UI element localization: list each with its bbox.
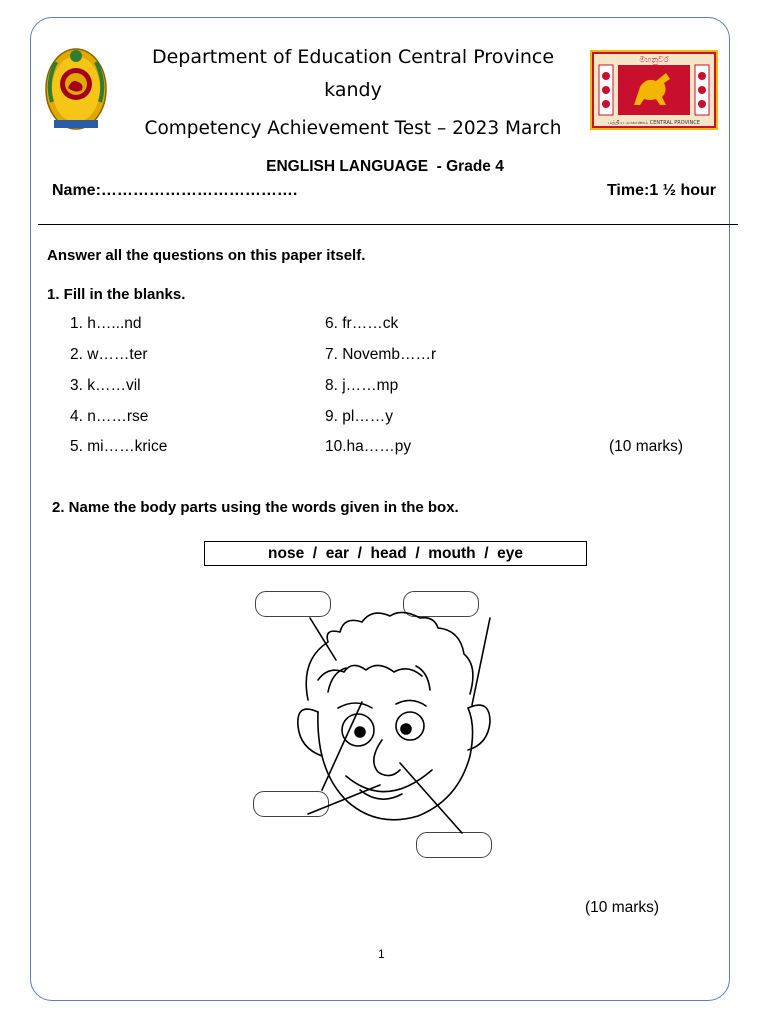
pointer-line-ear [472,618,490,705]
blank-item: 9. pl……y [325,408,394,425]
subject-grade: ENGLISH LANGUAGE - Grade 4 [266,158,504,175]
time-allowed: Time:1 ½ hour [606,182,716,199]
blank-item: 2. w……ter [70,346,148,363]
name-field: Name:………………………………. [52,182,298,199]
department-title: Department of Education Central Province [151,46,555,68]
question-2-marks: (10 marks) [585,899,660,916]
page-number: 1 [378,947,385,961]
blank-item: 10.ha……py [325,438,412,455]
flag-top-text: මහනුවර [639,55,669,64]
header-divider [38,224,738,225]
question-1-marks: (10 marks) [609,438,684,455]
test-title: Competency Achievement Test – 2023 March [144,118,562,139]
blank-item: 6. fr……ck [325,315,399,332]
word-box: nose / ear / head / mouth / eye [204,541,587,566]
blank-item: 3. k……vil [70,377,141,394]
instructions: Answer all the questions on this paper itself. [47,247,366,264]
blank-item: 8. j……mp [325,377,399,394]
department-city: kandy [324,79,382,101]
question-1-title: 1. Fill in the blanks. [47,286,186,303]
question-2-title: 2. Name the body parts using the words given in the box. [52,499,459,516]
national-emblem-icon [40,42,112,136]
flag-bottom-text: மத்திய மாகாணம் CENTRAL PROVINCE [608,120,700,126]
blank-item: 5. mi……krice [70,438,168,455]
blank-item: 4. n……rse [70,408,149,425]
pointer-line-head [310,618,336,660]
blank-item: 7. Novemb……r [325,346,437,363]
blank-item: 1. h…...nd [70,315,142,332]
provincial-flag-icon [590,50,718,130]
pointer-line-mouth [400,763,462,833]
face-illustration [240,580,540,880]
